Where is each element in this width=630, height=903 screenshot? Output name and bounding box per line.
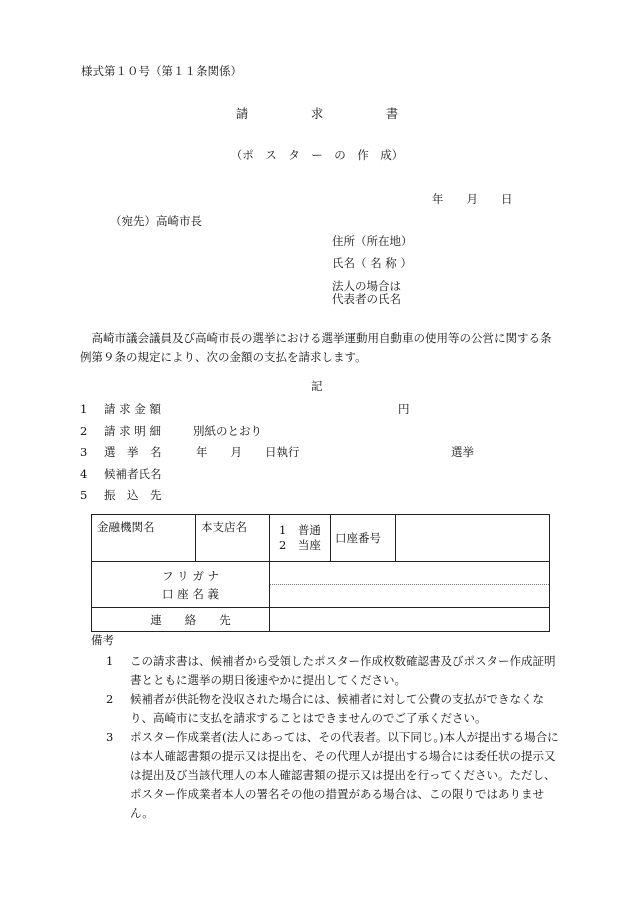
item-number: 1 <box>80 402 88 416</box>
holder-label-cell <box>92 562 270 608</box>
item-number: 5 <box>80 488 88 502</box>
contact-value-cell <box>270 608 550 632</box>
institution-label: 金融機関名 <box>97 520 155 534</box>
item-label: 振 込 先 <box>104 488 162 502</box>
note-number: 1 <box>106 654 114 668</box>
note-text: 候補者が供託物を没収された場合には、候補者に対して公費の支払ができなくなり、高崎市に支払を請求することはできませんのでご了承ください。 <box>130 692 544 725</box>
note-item <box>96 690 560 728</box>
item-number: 3 <box>80 445 88 459</box>
document-title: 請 求 書 <box>235 106 399 121</box>
notes-title: 備考 <box>91 633 114 647</box>
representative-label-1: 法人の場合は <box>332 279 401 293</box>
name-label: 氏名（ 名 称 ） <box>332 256 412 270</box>
contact-label: 連 絡 先 <box>150 612 231 627</box>
body-text: 高崎市議会議員及び高崎市長の選挙における選挙運動用自動車の使用等の公営に関する条例第９条の規定により、次の金額の支払を請求します。 <box>80 331 552 364</box>
item-label: 請 求 明 細 <box>104 424 161 438</box>
item-value: 円 <box>398 402 410 416</box>
note-text: この請求書は、候補者から受領したポスター作成枚数確認書及びポスター作成証明書とともに選挙の期日後速やかに提出してください。 <box>130 654 556 687</box>
note-text: ポスター作成業者(法人にあっては、その代表者。以下同じ。)本人が提出する場合には本人確認書類の提示又は提出を、その代理人が提出する場合には委任状の提示又は提出及び当該代理人の本人確認書類の提示又は提出を行ってください。ただし、ポスター作成業者本人の署名その他の措置がある場合は、この限りではありません。 <box>130 730 559 820</box>
branch-label: 本支店名 <box>201 520 247 534</box>
account-number-value-cell <box>396 515 550 562</box>
item-number: 4 <box>80 467 88 481</box>
note-item <box>96 652 560 690</box>
furigana-value <box>270 562 549 585</box>
ki-heading: 記 <box>311 379 323 393</box>
branch-cell <box>196 515 270 562</box>
holder-label: 口 座 名 義 <box>162 586 219 601</box>
item-label: 選 挙 名 <box>104 445 162 459</box>
item-value: 別紙のとおり <box>193 424 262 438</box>
account-type-current: 2 当座 <box>279 538 321 552</box>
item-label: 請 求 金 額 <box>104 402 161 416</box>
date-line: 年 月 日 <box>432 192 513 206</box>
note-number: 3 <box>106 730 114 744</box>
item-number: 2 <box>80 424 88 438</box>
holder-value <box>270 585 549 607</box>
account-number-label: 口座番号 <box>335 531 381 545</box>
account-number-label-cell <box>331 515 396 562</box>
item-value: 選挙 <box>451 445 474 459</box>
furigana-label: フ リ ガ ナ <box>162 568 219 583</box>
addressee: （宛先）高崎市長 <box>110 214 202 228</box>
form-number: 様式第１０号（第１１条関係） <box>81 64 242 78</box>
note-item <box>96 728 560 823</box>
document-subtitle: （ポ ス タ ー の 作 成） <box>230 148 404 162</box>
institution-cell <box>92 515 196 562</box>
account-type-ordinary: 1 普通 <box>279 523 321 537</box>
address-label: 住所（所在地） <box>332 234 413 248</box>
bank-transfer-table <box>91 514 550 632</box>
holder-value-cell <box>270 562 550 608</box>
election-date: 年 月 日執行 <box>196 445 300 459</box>
account-type-cell <box>270 515 331 562</box>
contact-label-cell <box>92 608 270 632</box>
representative-label-2: 代表者の氏名 <box>332 292 401 306</box>
item-label: 候補者氏名 <box>104 467 162 481</box>
note-number: 2 <box>106 692 114 706</box>
